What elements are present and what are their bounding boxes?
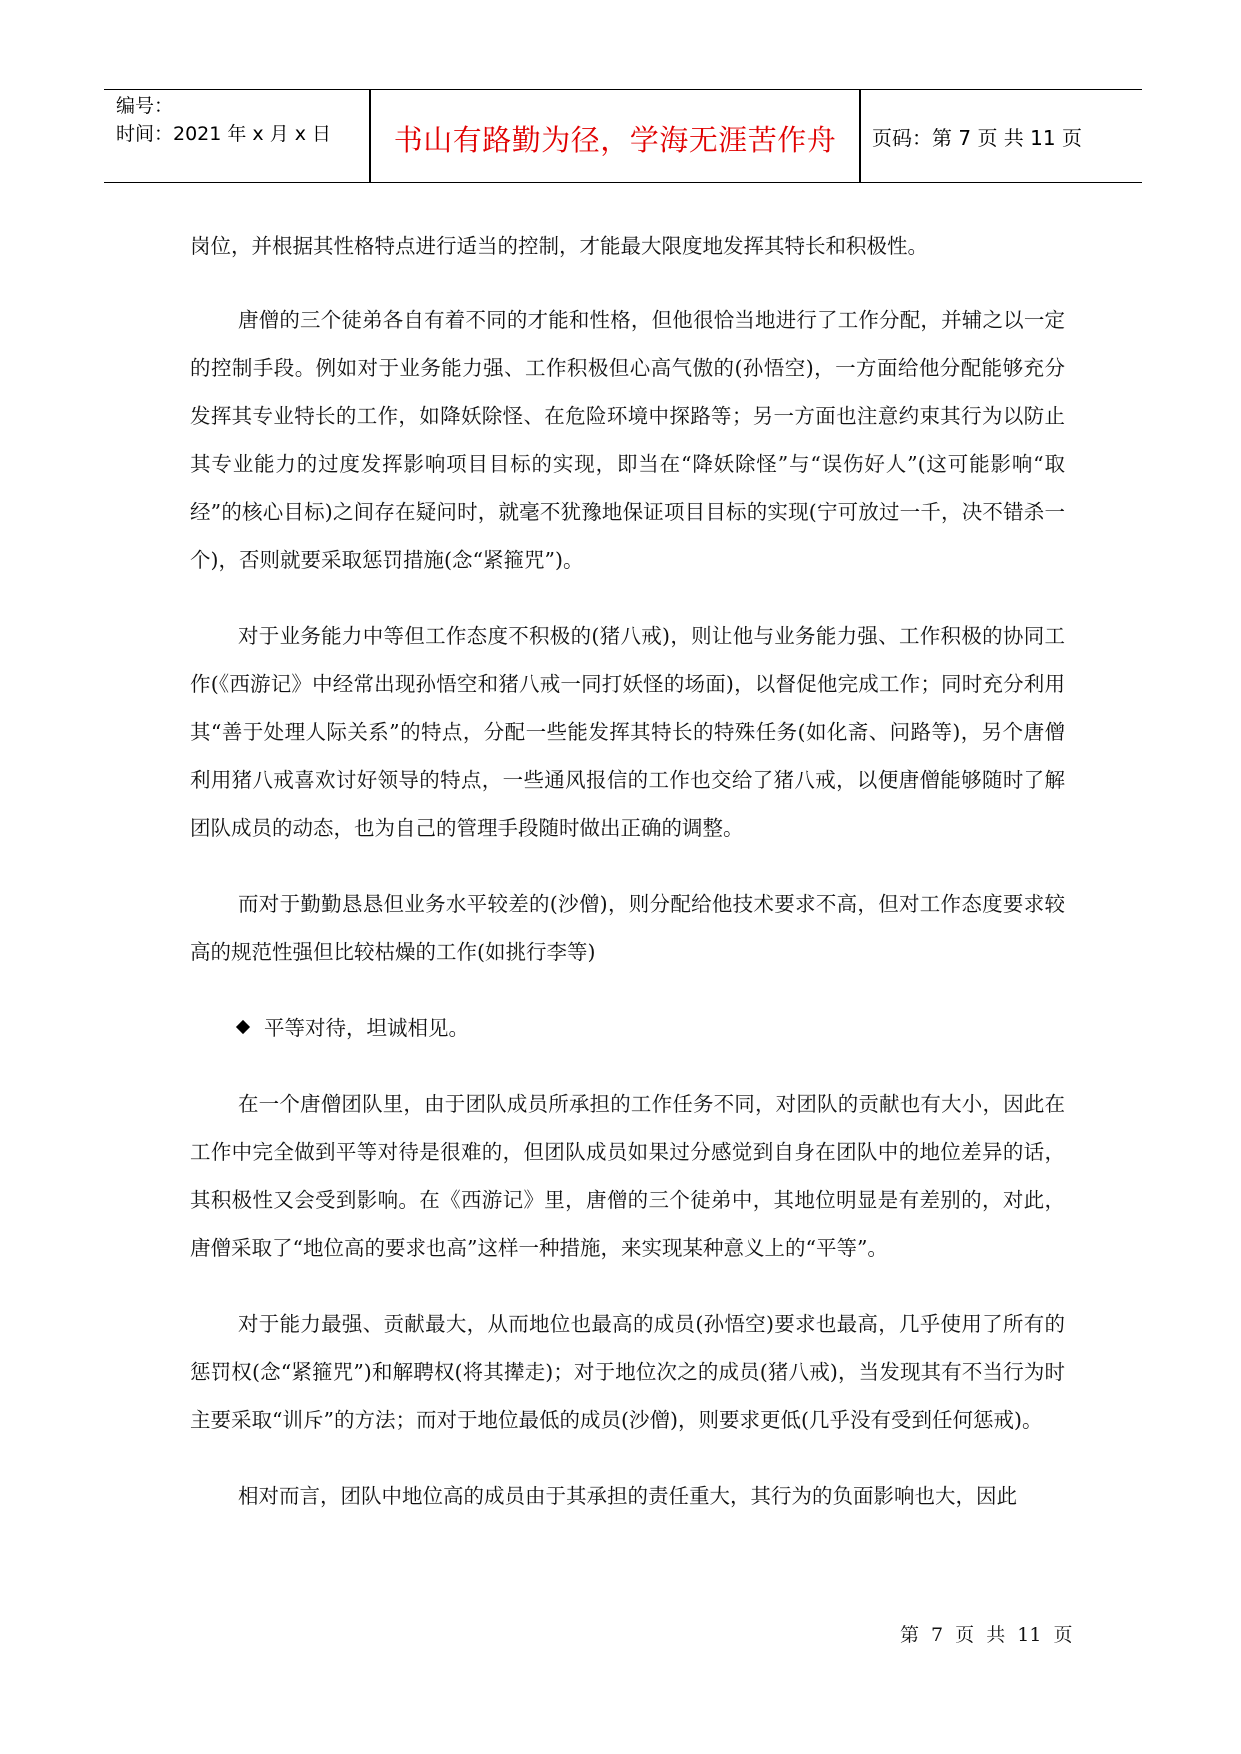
paragraph: 唐僧的三个徒弟各自有着不同的才能和性格，但他很恰当地进行了工作分配，并辅之以一定的控制手段。例如对于业务能力强、工作积极但心高气傲的(孙悟空)，一方面给他分配能够充分发挥其专业特长的工作，如降妖除怪、在危险环境中探路等；另一方面也注意约束其行为以防止其专业能力的过度发挥影响项目目标的实现，即当在“降妖除怪”与“误伤好人”(这可能影响“取经”的核心目标)之间存在疑问时，就毫不犹豫地保证项目目标的实现(宁可放过一千，决不错杀一个)，否则就要采取惩罚措施(念“紧箍咒”)。 bbox=[190, 308, 1065, 572]
paragraph: 对于能力最强、贡献最大，从而地位也最高的成员(孙悟空)要求也最高，几乎使用了所有的惩罚权(念“紧箍咒”)和解聘权(将其撵走)；对于地位次之的成员(猪八戒)，当发现其有不当行为时主要采取“训斥”的方法；而对于地位最低的成员(沙僧)，则要求更低(几乎没有受到任何惩戒)。 bbox=[190, 1312, 1065, 1432]
header-meta bbox=[116, 92, 356, 148]
header-divider bbox=[859, 90, 861, 182]
bullet-item-text: 平等对待，坦诚相见。 bbox=[264, 1016, 469, 1040]
document-body bbox=[190, 222, 1065, 1548]
document-number-label: 编号： bbox=[116, 95, 174, 117]
bullet-item bbox=[190, 1004, 1065, 1052]
paragraph: 相对而言，团队中地位高的成员由于其承担的责任重大，其行为的负面影响也大，因此 bbox=[238, 1484, 1017, 1508]
diamond-bullet-icon bbox=[236, 1020, 250, 1034]
page-header bbox=[104, 89, 1142, 183]
header-motto: 书山有路勤为径，学海无涯苦作舟 bbox=[393, 123, 837, 157]
header-page-info: 页码：第 7 页 共 11 页 bbox=[872, 126, 1082, 150]
paragraph: 而对于勤勤恳恳但业务水平较差的(沙僧)，则分配给他技术要求不高，但对工作态度要求较高的规范性强但比较枯燥的工作(如挑行李等) bbox=[190, 892, 1065, 964]
paragraph: 对于业务能力中等但工作态度不积极的(猪八戒)，则让他与业务能力强、工作积极的协同工作(《西游记》中经常出现孙悟空和猪八戒一同打妖怪的场面)，以督促他完成工作；同时充分利用其“善于处理人际关系”的特点，分配一些能发挥其特长的特殊任务(如化斋、问路等)，另个唐僧利用猪八戒喜欢讨好领导的特点，一些通风报信的工作也交给了猪八戒，以便唐僧能够随时了解团队成员的动态，也为自己的管理手段随时做出正确的调整。 bbox=[190, 624, 1065, 840]
paragraph: 在一个唐僧团队里，由于团队成员所承担的工作任务不同，对团队的贡献也有大小，因此在工作中完全做到平等对待是很难的，但团队成员如果过分感觉到自身在团队中的地位差异的话，其积极性又会受到影响。在《西游记》里，唐僧的三个徒弟中，其地位明显是有差别的，对此，唐僧采取了“地位高的要求也高”这样一种措施，来实现某种意义上的“平等”。 bbox=[190, 1092, 1065, 1260]
paragraph: 岗位，并根据其性格特点进行适当的控制，才能最大限度地发挥其特长和积极性。 bbox=[190, 234, 928, 258]
page-footer: 第 7 页 共 11 页 bbox=[900, 1624, 1073, 1646]
document-time-label: 时间：2021 年 x 月 x 日 bbox=[116, 123, 332, 145]
